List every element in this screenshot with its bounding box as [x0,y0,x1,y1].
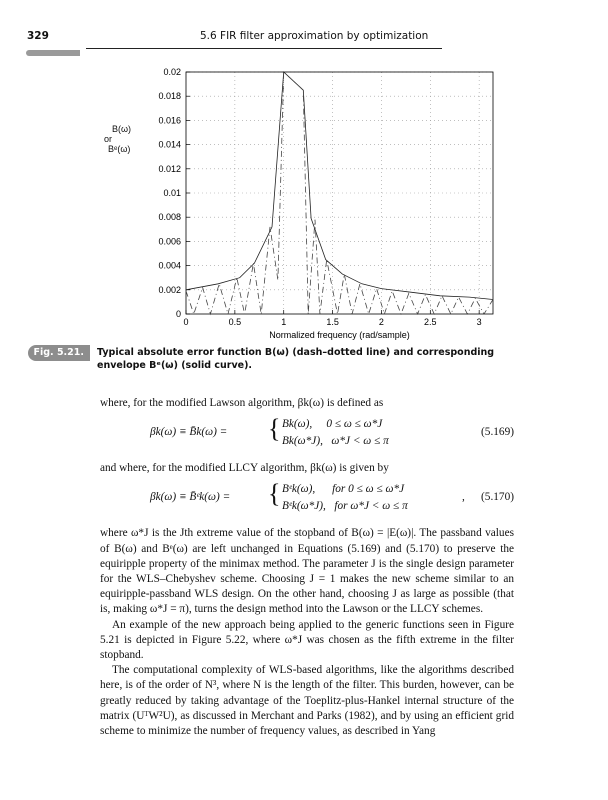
running-header: 5.6 FIR filter approximation by optimization [200,30,429,42]
y-tick-label: 0.01 [163,188,181,198]
y-tick-label: 0 [175,309,181,319]
x-tick-label: 0 [183,317,189,327]
equation-5-170 [150,479,470,518]
x-tick-label: 1.5 [326,317,339,327]
y-tick-label: 0.016 [158,115,181,126]
eq1-case2: Bk(ω*J), ω*J < ω ≤ π [282,435,389,448]
y-tick-label: 0.008 [158,212,181,223]
x-axis-label: Normalized frequency (rad/sample) [269,330,410,340]
paragraph-4: An example of the new approach being applied to the generic functions seen in Figure 5.21 is depicted in Figure 5.22, where ω*J was chosen as the fifth extreme in the filter stopband. [100,618,514,662]
eq1-brace: { [268,414,281,444]
page-number: 329 [27,30,49,42]
x-tick-label: 3 [476,317,482,327]
paragraph-2: and where, for the modified LLCY algorithm, βk(ω) is given by [100,462,389,475]
y-tick-label: 0.004 [158,260,181,271]
y-tick-label: 0.006 [158,236,181,247]
eq2-case1: Bᵉk(ω), for 0 ≤ ω ≤ ω*J [282,483,405,496]
y-tick-label: 0.014 [158,139,181,150]
x-tick-label: 1 [281,317,287,327]
figure-label: Fig. 5.21. [28,345,90,361]
equation-5-170-row [100,479,514,518]
eq1-case1: Bk(ω), 0 ≤ ω ≤ ω*J [282,418,383,431]
y-label-line2: or [104,134,113,144]
x-tick-label: 2.5 [424,317,437,327]
y-tick-label: 0.018 [158,91,181,102]
x-tick-label: 0.5 [228,317,242,327]
equation-5-169-row [100,414,514,453]
x-tick-label: 2 [378,317,384,327]
y-label-line3: Bᵉ(ω) [108,144,131,154]
y-tick-label: 0.012 [158,163,181,174]
error-chart [100,60,500,340]
paragraph-5: The computational complexity of WLS-based algorithms, like the algorithms described here, is of the order of N³, where N is the length of the filter. This burden, however, can be greatly reduced by taking advantage of the Toeplitz-plus-Hankel internal structure of the matrix (UᵀW²U), as discussed in Merchant and Parks (1982), and by using an efficient grid scheme to minimize the number of frequency values, as described in Yang [100,664,514,738]
eq1-number: (5.169) [481,426,514,439]
y-tick-label: 0.02 [163,67,181,77]
header-tab-bar [26,50,80,56]
figure-caption: Typical absolute error function B(ω) (dash–dotted line) and corresponding envelope Bᵉ(ω) (solid curve). [97,347,495,371]
eq2-case2: Bᵉk(ω*J), for ω*J < ω ≤ π [282,500,408,513]
eq2-number: (5.170) [481,491,514,504]
y-label-line1: B(ω) [112,124,132,134]
y-tick-label: 0.002 [158,284,181,295]
eq1-lhs: βk(ω) ≡ B̄k(ω) = [150,426,228,439]
eq2-brace: { [268,479,281,509]
equation-5-169 [150,414,470,453]
paragraph-1: where, for the modified Lawson algorithm, βk(ω) is defined as [100,397,384,409]
header-rule [86,48,442,49]
eq2-lhs: βk(ω) ≡ B̄ᵉk(ω) = [150,491,231,504]
paragraph-3: where ω*J is the Jth extreme value of the stopband of B(ω) = |E(ω)|. The passband values of B(ω) and Bᵉ(ω) are left unchanged in Equations (5.169) and (5.170) to preserve the equiripple property of the minimax method. The parameter J is the single design parameter for the WLS–Chebyshev scheme. Choosing J = 1 makes the new scheme similar to an equiripple-passband WLS design. On the other hand, choosing J as large as possible (that is, making ω*J = π), turns the design method into the Lawson or the LLCY schemes. [100,527,514,616]
body-text [100,396,514,739]
eq2-comma: , [462,491,465,504]
